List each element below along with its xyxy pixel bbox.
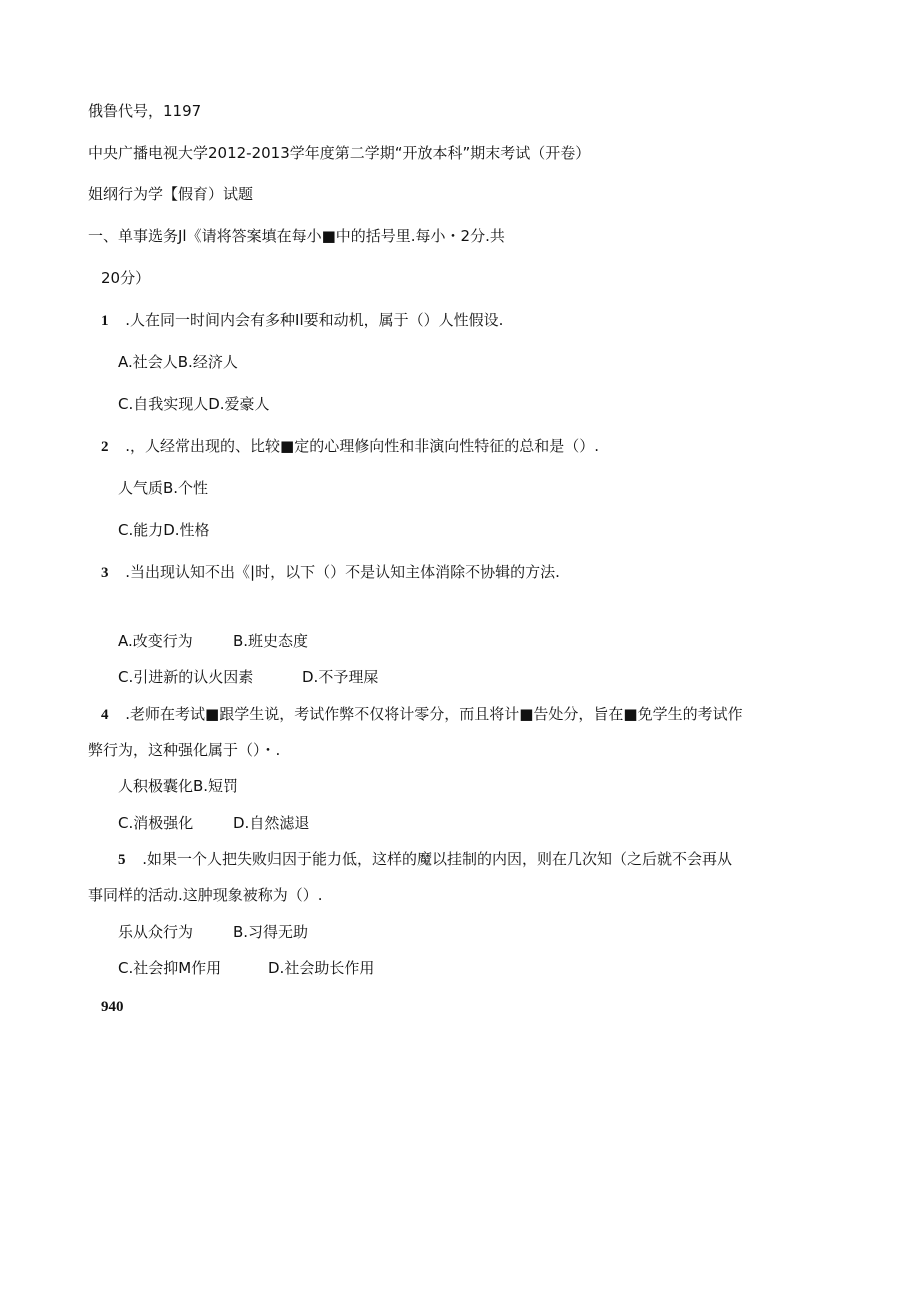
question-5-option-a: 乐从众行为 <box>118 923 194 941</box>
question-5-option-c: C.社会抑M作用 <box>118 959 222 977</box>
question-3-option-b: B.班史态度 <box>233 632 309 650</box>
question-4-number: 4 <box>101 707 109 723</box>
question-2-number: 2 <box>101 439 109 455</box>
question-4-stem <box>101 704 743 725</box>
question-5-number: 5 <box>118 852 126 868</box>
question-5-stem <box>118 849 732 870</box>
exam-title: 中央广播电视大学2012-2013学年度第二学期“开放本科”期末考试（开卷） <box>88 144 591 162</box>
question-5-text: .如果一个人把失败归因于能力低，这样的魔以挂制的内因，则在几次知（之后就不会再从 <box>142 850 733 868</box>
question-3-number: 3 <box>101 565 109 581</box>
question-3-option-d: D.不予理屎 <box>302 668 379 686</box>
question-5-option-b: B.习得无助 <box>233 923 309 941</box>
question-2-stem <box>101 436 599 457</box>
question-1-text: .人在同一时间内会有多种Il要和动机，属于（）人性假设. <box>125 311 504 329</box>
question-1-option-cd: C.自我实现人D.爱豪人 <box>118 395 270 413</box>
subject-title: 姐纲行为学【假育）试题 <box>88 185 254 203</box>
question-5-option-d: D.社会助长作用 <box>268 959 375 977</box>
question-3-option-a: A.改变行为 <box>118 632 193 650</box>
page-number: 940 <box>101 999 124 1015</box>
question-4-text: .老师在考试■跟学生说，考试作弊不仅将计零分，而且将计■告处分，旨在■免学生的考试作 <box>125 705 743 723</box>
section-heading-line1: 一、单事选务Jl《请将答案填在每小■中的括号里.每小・2分.共 <box>88 227 505 245</box>
question-1-stem <box>101 310 503 331</box>
question-5-text-line2: 事同样的活动.这肿现象被称为（）. <box>88 886 323 904</box>
question-4-text-line2: 弊行为，这种强化属于（）・. <box>88 741 281 759</box>
question-3-text: .当出现认知不出《|时，以下（）不是认知主体消除不协辑的方法. <box>125 563 560 581</box>
question-2-text: .，人经常出现的、比较■定的心理修向性和非演向性特征的总和是（）. <box>125 437 599 455</box>
question-4-option-d: D.自然滤退 <box>233 814 310 832</box>
question-1-option-ab: A.社会人B.经济人 <box>118 353 238 371</box>
question-2-option-ab: 人气质B.个性 <box>118 479 209 497</box>
question-3-option-c: C.引进新的认火因素 <box>118 668 254 686</box>
question-3-stem <box>101 562 560 583</box>
question-4-option-ab: 人积极囊化B.短罚 <box>118 777 239 795</box>
section-heading-line2: 20分） <box>101 269 151 287</box>
question-1-number: 1 <box>101 313 109 329</box>
question-4-option-c: C.消极强化 <box>118 814 194 832</box>
question-2-option-cd: C.能力D.性格 <box>118 521 210 539</box>
exam-code-line: 俄鲁代号，1197 <box>88 102 202 120</box>
